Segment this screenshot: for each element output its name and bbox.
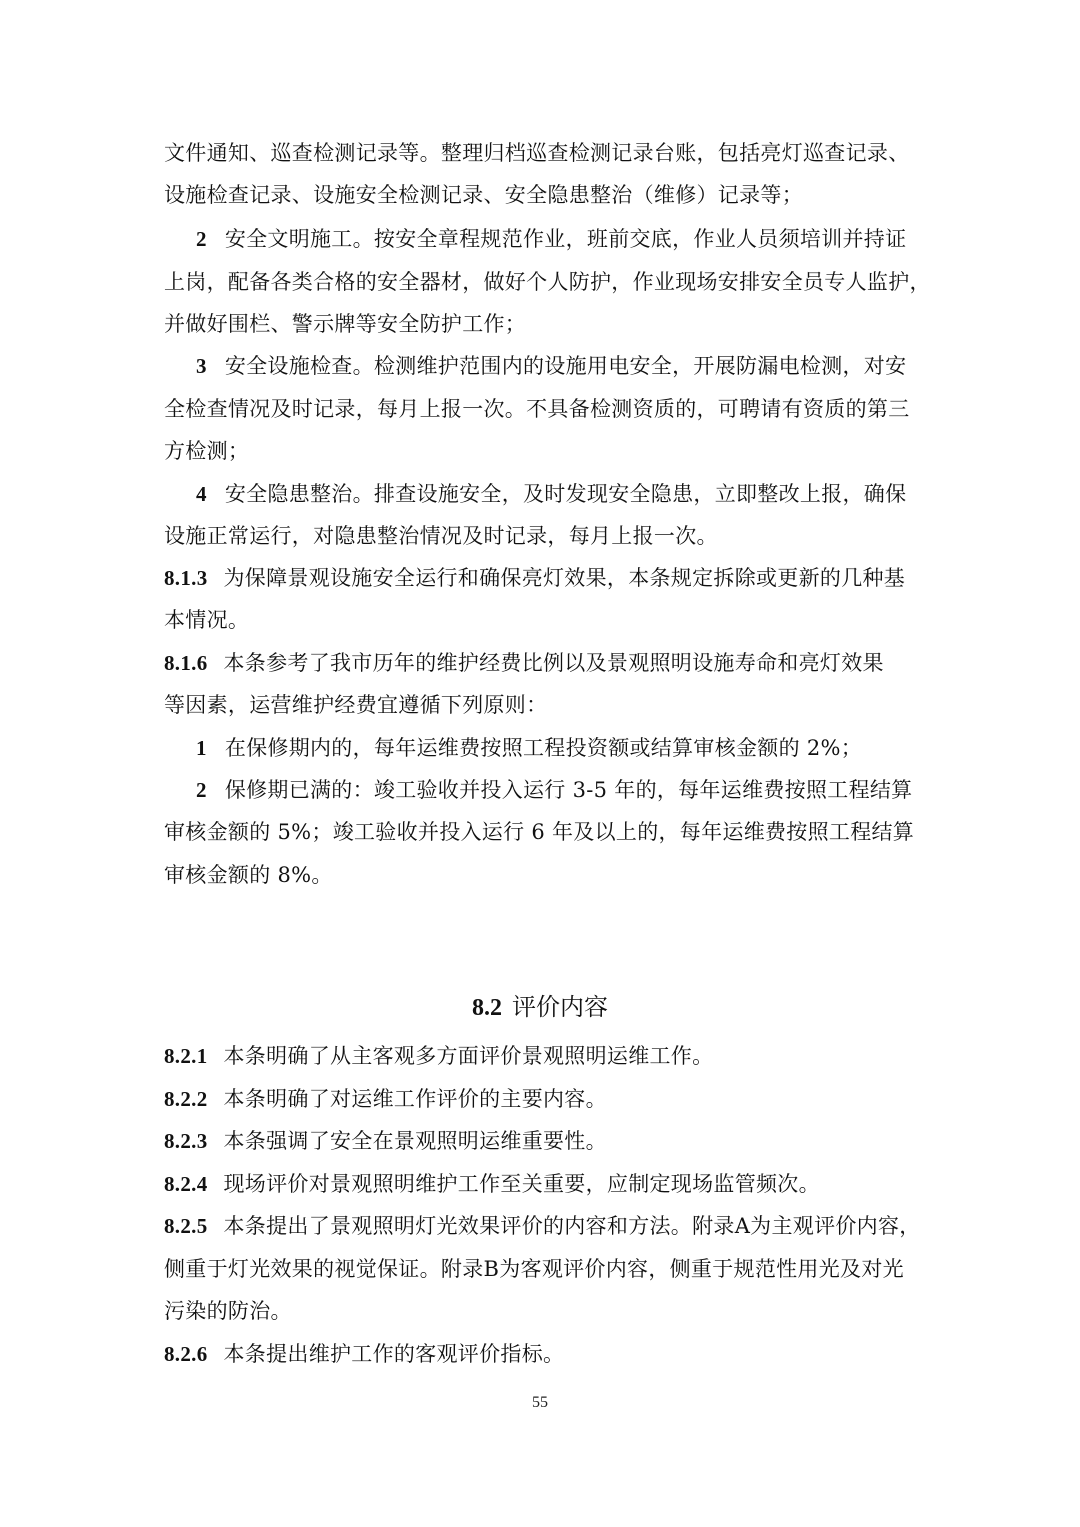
item-text: 保修期已满的：竣工验收并投入运行 3-5 年的，每年运维费按照工程结算 xyxy=(224,778,913,802)
section-number: 8.2 xyxy=(472,995,502,1021)
clause-8-2-3 xyxy=(164,1126,607,1156)
clause-8-2-1 xyxy=(164,1041,713,1071)
paragraph-line: 设施正常运行，对隐患整治情况及时记录，每月上报一次。 xyxy=(164,524,718,548)
paragraph-line: 本情况。 xyxy=(164,608,250,632)
paragraph-line: 审核金额的 5%；竣工验收并投入运行 6 年及以上的，每年运维费按照工程结算 xyxy=(164,820,915,844)
item-number: 4 xyxy=(196,482,207,506)
item-number: 1 xyxy=(196,736,207,760)
clause-text: 本条提出维护工作的客观评价指标。 xyxy=(223,1342,565,1366)
paragraph-line: 设施检查记录、设施安全检测记录、安全隐患整治（维修）记录等； xyxy=(164,183,803,207)
clause-text: 本条提出了景观照明灯光效果评价的内容和方法。附录A为主观评价内容， xyxy=(223,1214,921,1238)
paragraph-line: 审核金额的 8%。 xyxy=(164,863,333,887)
paragraph-line: 等因素，运营维护经费宜遵循下列原则： xyxy=(164,693,548,717)
list-item xyxy=(196,351,906,381)
paragraph-line: 全检查情况及时记录，每月上报一次。不具备检测资质的，可聘请有资质的第三 xyxy=(164,397,910,421)
clause-number: 8.2.1 xyxy=(164,1044,208,1068)
clause-8-2-5 xyxy=(164,1211,921,1241)
item-text: 安全隐患整治。排查设施安全，及时发现安全隐患，立即整改上报，确保 xyxy=(224,482,907,506)
paragraph-line: 方检测； xyxy=(164,439,250,463)
clause-text: 现场评价对景观照明维护工作至关重要，应制定现场监管频次。 xyxy=(223,1172,820,1196)
item-number: 3 xyxy=(196,354,207,378)
clause-number: 8.2.6 xyxy=(164,1342,208,1366)
paragraph-line: 侧重于灯光效果的视觉保证。附录B为客观评价内容，侧重于规范性用光及对光 xyxy=(164,1257,904,1281)
item-text: 安全设施检查。检测维护范围内的设施用电安全，开展防漏电检测，对安 xyxy=(224,354,907,378)
page-number: 55 xyxy=(532,1394,548,1411)
clause-number: 8.2.4 xyxy=(164,1172,208,1196)
clause-text: 为保障景观设施安全运行和确保亮灯效果，本条规定拆除或更新的几种基 xyxy=(223,566,906,590)
clause-text: 本条强调了安全在景观照明运维重要性。 xyxy=(223,1129,607,1153)
clause-number: 8.1.6 xyxy=(164,651,208,675)
clause-text: 本条明确了从主客观多方面评价景观照明运维工作。 xyxy=(223,1044,714,1068)
clause-8-2-6 xyxy=(164,1339,564,1369)
section-title: 评价内容 xyxy=(512,993,608,1021)
clause-text: 本条参考了我市历年的维护经费比例以及景观照明设施寿命和亮灯效果 xyxy=(223,651,884,675)
clause-number: 8.2.3 xyxy=(164,1129,208,1153)
item-text: 安全文明施工。按安全章程规范作业，班前交底，作业人员须培训并持证 xyxy=(224,227,907,251)
list-item xyxy=(196,775,912,805)
clause-8-1-3 xyxy=(164,563,905,593)
item-number: 2 xyxy=(196,778,207,802)
list-item xyxy=(196,479,906,509)
clause-number: 8.1.3 xyxy=(164,566,208,590)
paragraph-line: 上岗，配备各类合格的安全器材，做好个人防护，作业现场安排安全员专人监护， xyxy=(164,270,931,294)
list-item xyxy=(196,224,906,254)
clause-number: 8.2.2 xyxy=(164,1087,208,1111)
clause-number: 8.2.5 xyxy=(164,1214,208,1238)
paragraph-line: 文件通知、巡查检测记录等。整理归档巡查检测记录台账，包括亮灯巡查记录、 xyxy=(164,141,910,165)
clause-8-2-2 xyxy=(164,1084,607,1114)
list-item xyxy=(196,733,862,763)
item-number: 2 xyxy=(196,227,207,251)
clause-8-2-4 xyxy=(164,1169,820,1199)
clause-text: 本条明确了对运维工作评价的主要内容。 xyxy=(223,1087,607,1111)
item-text: 在保修期内的，每年运维费按照工程投资额或结算审核金额的 2%； xyxy=(224,736,863,760)
paragraph-line: 污染的防治。 xyxy=(164,1299,292,1323)
paragraph-line: 并做好围栏、警示牌等安全防护工作； xyxy=(164,312,527,336)
section-heading xyxy=(0,990,1080,1025)
clause-8-1-6 xyxy=(164,648,884,678)
